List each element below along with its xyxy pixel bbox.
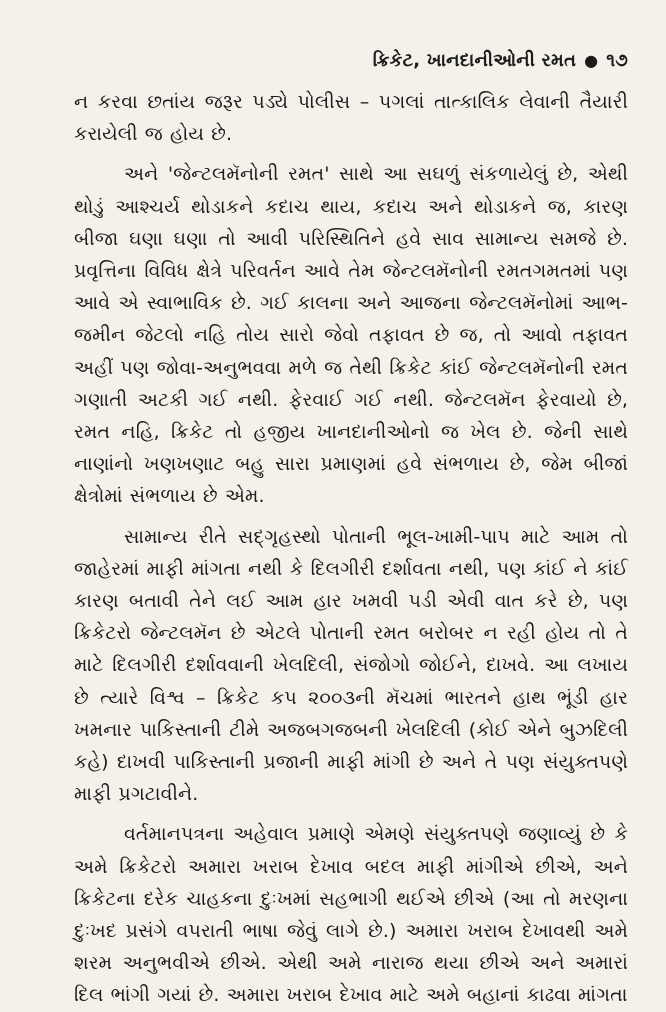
paragraph: ન કરવા છતાંય જરૂર પડ્યે પોલીસ – પગલાં તાત્કાલિક લેવાની તૈયારી કરાયેલી જ હોય છે. <box>74 91 628 146</box>
chapter-title: ક્રિકેટ, ખાનદાનીઓની રમત <box>372 50 577 71</box>
paragraph: અને 'જેન્ટલમૅનોની રમત' સાથે આ સઘળું સંકળાયેલું છે, એથી થોડું આશ્ચર્ય થોડાકને કદાચ થાય, કદાચ અને થોડાકને જ, કારણ બીજા ઘણા ઘણા તો આવી પરિસ્થિતિને હવે સાવ સામાન્ય સમજે છે. પ્રવૃત્તિના વિવિધ ક્ષેત્રે પરિવર્તન આવે તેમ જેન્ટલમૅનોની રમતગમતમાં પણ આવે એ સ્વાભાવિક છે. ગઈ કાલના અને આજના જેન્ટલમૅનોમાં આભ-જમીન જેટલો નહિ તોય સારો જેવો તફાવત છે જ, તો આવો તફાવત અહીં પણ જોવા-અનુભવવા મળે જ તેથી ક્રિકેટ કાંઈ જેન્ટલમૅનોની રમત ગણાતી અટકી ગઈ નથી. ફેરવાઈ ગઈ નથી. જેન્ટલમૅન ફેરવાયો છે, રમત નહિ, ક્રિકેટ તો હજીય ખાનદાનીઓનો જ ખેલ છે. જેની સાથે નાણાંનો ખણખણાટ બહુ સારા પ્રમાણમાં હવે સંભળાય છે, જેમ બીજાં ક્ષેત્રોમાં સંભળાય છે એમ. <box>74 163 628 508</box>
paragraph: વર્તમાનપત્રના અહેવાલ પ્રમાણે એમણે સંયુક્તપણે જણાવ્યું છે કે અમે ક્રિકેટરો અમારા ખરાબ દેખાવ બદલ માફી માંગીએ છીએ, અને ક્રિકેટના દરેક ચાહકના દુઃખમાં સહભાગી થઈએ છીએ (આ તો મરણના દુઃખદ પ્રસંગે વપરાતી ભાષા જેવું લાગે છે.) અમારા ખરાબ દેખાવથી અમે શરમ અનુભવીએ છીએ. એથી અમે નારાજ થયા છીએ અને અમારાં દિલ ભાંગી ગયાં છે. અમારા ખરાબ દેખાવ માટે અમે બહાનાં કાઢવા માંગતા <box>74 823 628 1007</box>
running-header <box>373 50 628 71</box>
body-text <box>74 86 628 1012</box>
bullet-icon: ● <box>584 50 599 70</box>
paragraph: સામાન્ય રીતે સદ્‌ગૃહસ્થો પોતાની ભૂલ-ખામી-પાપ માટે આમ તો જાહેરમાં માફી માંગતા નથી કે દિલગીરી દર્શાવતા નથી, પણ કાંઈ ને કાંઈ કારણ બતાવી તેને લઈ આમ હાર ખમવી પડી એવી વાત કરે છે, પણ ક્રિકેટરો જેન્ટલમૅન છે એટલે પોતાની રમત બરોબર ન રહી હોય તો તે માટે દિલગીરી દર્શાવવાની ખેલદિલી, સંજોગો જોઈને, દાખવે. આ લખાય છે ત્યારે વિશ્વ – ક્રિકેટ કપ ૨૦૦૩ની મૅચમાં ભારતને હાથ ભૂંડી હાર ખમનાર પાકિસ્તાની ટીમે અજબગજબની ખેલદિલી (કોઈ એને બુઝદિલી કહે) દાખવી પાકિસ્તાની પ્રજાની માફી માંગી છે અને તે પણ સંયુક્તપણે માફી પ્રગટાવીને. <box>74 525 628 806</box>
page-number: ૧૭ <box>606 50 628 71</box>
